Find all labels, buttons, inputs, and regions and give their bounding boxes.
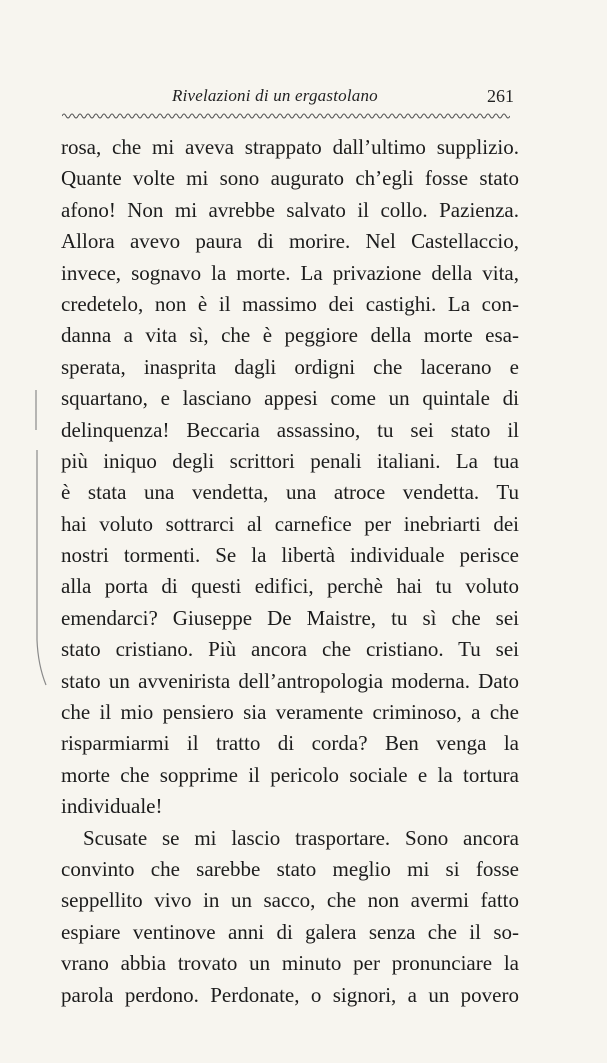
text-line-24: convinto che sarebbe stato meglio mi si fosse [61,856,519,881]
text-line-15: alla porta di questi edifici, perchè hai tu voluto [61,574,519,599]
text-line-7: danna a vita sì, che è peggiore della morte esa- [61,323,519,348]
text-line-1: rosa, che mi aveva strappato dall’ultimo supplizio. [61,135,519,159]
text-line-22: individuale! [61,794,163,819]
running-head [60,86,520,112]
text-line-10: delinquenza! Beccaria assassino, tu sei stato il [61,417,519,442]
text-line-18: stato un avvenirista dell’antropologia moderna. Dato [61,668,519,693]
text-line-14: nostri tormenti. Se la libertà individuale perisce [61,543,519,568]
text-line-6: credetelo, non è il massimo dei castighi. La con- [61,291,519,316]
text-line-5: invece, sognavo la morte. La privazione della vita, [61,260,519,285]
text-line-8: sperata, inasprita dagli ordigni che lacerano e [61,354,519,379]
page-number: 261 [487,86,514,106]
text-line-9: squartano, e lasciano appesi come un quintale di [61,386,519,411]
text-line-11: più iniquo degli scrittori penali italiani. La tua [61,448,519,473]
text-line-17: stato cristiano. Più ancora che cristiano. Tu sei [61,637,519,662]
margin-pencil-mark [32,390,52,710]
text-line-2: Quante volte mi sono augurato ch’egli fosse stato [61,166,519,191]
text-line-20: risparmiarmi il tratto di corda? Ben venga la [61,731,519,756]
text-line-13: hai voluto sottrarci al carnefice per inebriarti dei [61,511,519,536]
text-line-28: parola perdono. Perdonate, o signori, a un povero [61,982,519,1007]
text-line-26: espiare ventinove anni di galera senza che il so- [61,919,519,944]
text-line-25: seppellito vivo in un sacco, che non avermi fatto [61,888,519,913]
text-line-3: afono! Non mi avrebbe salvato il collo. Pazienza. [61,197,519,222]
wavy-header-rule [62,110,510,122]
running-head-title: Rivelazioni di un ergastolano [172,86,378,105]
text-line-16: emendarci? Giuseppe De Maistre, tu sì che sei [61,605,519,630]
text-line-19: che il mio pensiero sia veramente criminoso, a che [61,700,519,725]
text-line-27: vrano abbia trovato un minuto per pronunciare la [61,951,519,976]
text-line-4: Allora avevo paura di morire. Nel Castellaccio, [61,229,519,254]
body-text [61,132,519,1011]
text-line-21: morte che sopprime il pericolo sociale e la tortura [61,762,519,787]
text-line-12: è stata una vendetta, una atroce vendetta. Tu [61,480,519,505]
text-line-23: Scusate se mi lascio trasportare. Sono ancora [83,825,519,850]
